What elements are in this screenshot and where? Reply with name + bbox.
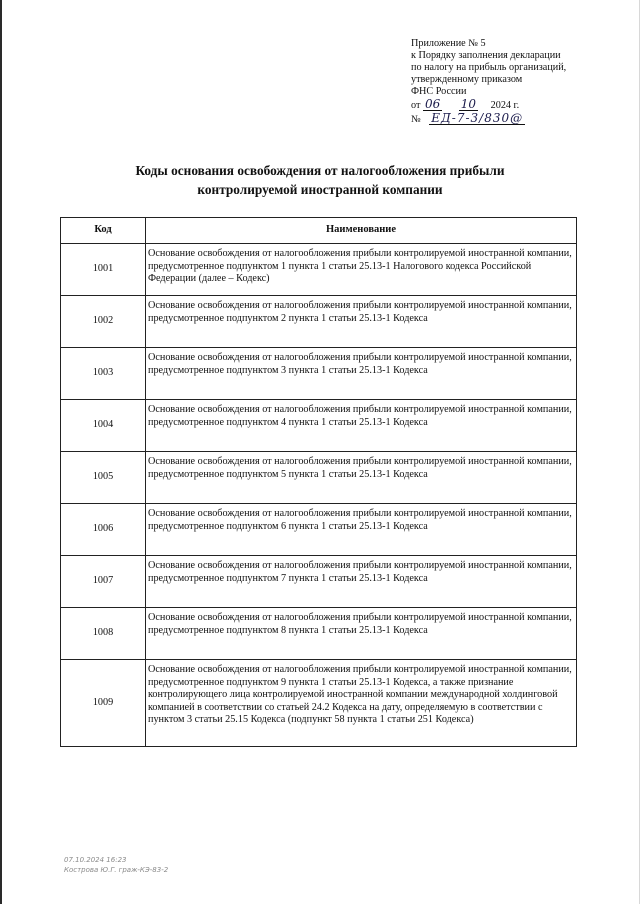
approval-number-line xyxy=(411,112,631,126)
name-cell: Основание освобождения от налогообложения прибыли контролируемой иностранной компании, предусмотренное подпунктом 1 пункта 1 статьи 25.13-1 Налогового кодекса Российской Федерации (далее – Кодекс) xyxy=(146,244,577,296)
code-cell: 1005 xyxy=(61,452,146,504)
name-cell: Основание освобождения от налогообложения прибыли контролируемой иностранной компании, предусмотренное подпунктом 5 пункта 1 статьи 25.13-1 Кодекса xyxy=(146,452,577,504)
approval-line: Приложение № 5 xyxy=(411,38,486,49)
print-footer xyxy=(64,855,168,875)
footer-timestamp: 07.10.2024 16:23 xyxy=(64,856,127,864)
handwritten-month: 10 xyxy=(460,97,477,111)
code-cell: 1001 xyxy=(61,244,146,296)
handwritten-order-number: ЕД-7-3/830@ xyxy=(431,111,524,125)
name-cell: Основание освобождения от налогообложения прибыли контролируемой иностранной компании, предусмотренное подпунктом 3 пункта 1 статьи 25.13-1 Кодекса xyxy=(146,348,577,400)
table-row xyxy=(61,504,577,556)
code-cell: 1003 xyxy=(61,348,146,400)
document-title xyxy=(60,161,580,199)
approval-date-line xyxy=(411,98,631,112)
codes-table xyxy=(60,217,577,747)
name-cell: Основание освобождения от налогообложения прибыли контролируемой иностранной компании, предусмотренное подпунктом 4 пункта 1 статьи 25.13-1 Кодекса xyxy=(146,400,577,452)
table-row xyxy=(61,608,577,660)
number-prefix: № xyxy=(411,114,421,125)
approval-line: по налогу на прибыль организаций, xyxy=(411,62,567,73)
header-code: Код xyxy=(61,218,146,244)
name-cell: Основание освобождения от налогообложения прибыли контролируемой иностранной компании, предусмотренное подпунктом 9 пункта 1 статьи 25.13-1 Кодекса, а также признание контролирующего лица контролируемой иностранной компании международной холдинговой компанией в соответствии со статьей 24.2 Кодекса на дату, определяемую в соответствии с пунктом 3 статьи 25.15 Кодекса (подпункт 58 пункта 1 статьи 251 Кодекса) xyxy=(146,660,577,747)
name-cell: Основание освобождения от налогообложения прибыли контролируемой иностранной компании, предусмотренное подпунктом 7 пункта 1 статьи 25.13-1 Кодекса xyxy=(146,556,577,608)
approval-line: ФНС России xyxy=(411,86,467,97)
handwritten-day: 06 xyxy=(424,97,441,111)
title-line-2: контролируемой иностранной компании xyxy=(197,182,443,197)
approval-line: утвержденному приказом xyxy=(411,74,523,85)
date-year: 2024 г. xyxy=(490,100,520,111)
code-cell: 1008 xyxy=(61,608,146,660)
table-header-row xyxy=(61,218,577,244)
table-row xyxy=(61,660,577,747)
table-row xyxy=(61,244,577,296)
code-cell: 1002 xyxy=(61,296,146,348)
name-cell: Основание освобождения от налогообложения прибыли контролируемой иностранной компании, предусмотренное подпунктом 2 пункта 1 статьи 25.13-1 Кодекса xyxy=(146,296,577,348)
name-cell: Основание освобождения от налогообложения прибыли контролируемой иностранной компании, предусмотренное подпунктом 8 пункта 1 статьи 25.13-1 Кодекса xyxy=(146,608,577,660)
approval-line: к Порядку заполнения декларации xyxy=(411,50,561,61)
name-cell: Основание освобождения от налогообложения прибыли контролируемой иностранной компании, предусмотренное подпунктом 6 пункта 1 статьи 25.13-1 Кодекса xyxy=(146,504,577,556)
code-cell: 1007 xyxy=(61,556,146,608)
approval-block xyxy=(411,38,631,126)
code-cell: 1004 xyxy=(61,400,146,452)
title-line-1: Коды основания освобождения от налогообложения прибыли xyxy=(135,163,505,178)
table-row xyxy=(61,348,577,400)
table-row xyxy=(61,452,577,504)
code-cell: 1006 xyxy=(61,504,146,556)
table-row xyxy=(61,296,577,348)
table-row xyxy=(61,556,577,608)
date-prefix: от xyxy=(411,100,421,111)
footer-author: Кострова Ю.Г. граж-КЭ-83-2 xyxy=(64,866,169,874)
header-name: Наименование xyxy=(146,218,577,244)
table-row xyxy=(61,400,577,452)
code-cell: 1009 xyxy=(61,660,146,747)
